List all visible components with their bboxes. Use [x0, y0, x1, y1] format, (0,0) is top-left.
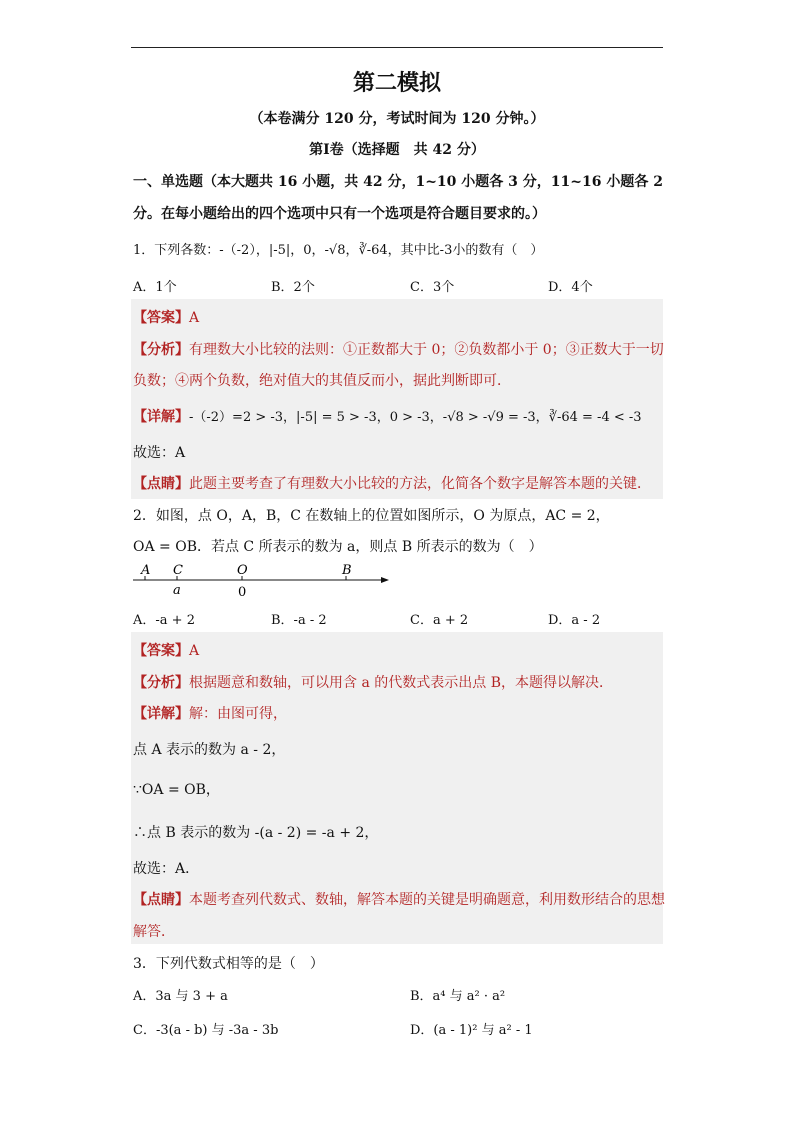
- q2-detail-line-1: [133, 703, 287, 723]
- header-rule: [131, 47, 663, 48]
- q3-option-b: B．a⁴ 与 a² · a²: [410, 989, 506, 1004]
- section-heading: 第Ⅰ卷（选择题 共 42 分）: [309, 142, 485, 158]
- q1-solution-box: [131, 299, 663, 499]
- axis-arrow-icon: [381, 577, 389, 583]
- value-label-zero: 0: [238, 585, 247, 600]
- q2-option-c: C．a + 2: [410, 613, 469, 628]
- q1-answer-value: A: [189, 310, 200, 326]
- instructions-line-1: 一、单选题（本大题共 16 小题，共 42 分，1~10 小题各 3 分，11~16 小题各 2: [133, 174, 663, 190]
- instructions-line-2: 分。在每小题给出的四个选项中只有一个选项是符合题目要求的。）: [133, 206, 546, 222]
- q1-detail: [133, 406, 642, 426]
- q1-detail-text: -（-2）=2 > -3，|-5| = 5 > -3，0 > -3，-√8 > -√9 = -3，∛-64 = -4 < -3: [189, 410, 642, 425]
- q2-comment-text-1: 本题考查列代数式、数轴，解答本题的关键是明确题意，利用数形结合的思想: [189, 892, 665, 908]
- q1-option-c: C．3个: [410, 280, 455, 295]
- q1-analysis-line-2: 负数；④两个负数，绝对值大的其值反而小，据此判断即可．: [133, 373, 511, 389]
- q1-answer: [133, 307, 199, 327]
- q2-option-d: D．a - 2: [548, 613, 601, 628]
- q3-option-a: A．3a 与 3 + a: [133, 989, 228, 1004]
- q1-answer-tag: 【答案】: [133, 310, 189, 326]
- q1-analysis-text-1: 有理数大小比较的法则：①正数都大于 0；②负数都小于 0；③正数大于一切: [189, 342, 664, 358]
- q2-comment-line-2: 解答．: [133, 924, 175, 940]
- q1-analysis-tag: 【分析】: [133, 342, 189, 358]
- q2-choice: 故选：A．: [133, 861, 200, 877]
- value-label-a: a: [173, 583, 181, 598]
- q2-analysis: [133, 672, 613, 692]
- q1-comment: [133, 473, 651, 493]
- q2-stem-line-1: 2．如图，点 O，A，B，C 在数轴上的位置如图所示，O 为原点，AC = 2，: [133, 508, 610, 524]
- point-label-b: B: [342, 563, 352, 578]
- q3-option-c: C．-3(a - b) 与 -3a - 3b: [133, 1023, 279, 1038]
- q2-detail-tag: 【详解】: [133, 706, 189, 722]
- q2-detail-line-4: ∴点 B 表示的数为 -(a - 2) = -a + 2，: [133, 825, 379, 841]
- page-title: 第二模拟: [352, 70, 441, 96]
- q2-comment-line-1: [133, 889, 665, 909]
- q1-option-a: A．1个: [133, 280, 177, 295]
- q2-detail-text-1: 解：由图可得，: [189, 706, 287, 722]
- q2-answer-value: A: [189, 643, 200, 659]
- point-label-c: C: [173, 563, 183, 578]
- exam-subtitle: （本卷满分 120 分，考试时间为 120 分钟。）: [249, 111, 545, 127]
- q1-comment-tag: 【点睛】: [133, 476, 189, 492]
- point-label-o: O: [237, 563, 248, 578]
- q1-detail-tag: 【详解】: [133, 409, 189, 425]
- q1-analysis-line-1: [133, 339, 664, 359]
- q2-comment-tag: 【点睛】: [133, 892, 189, 908]
- q2-detail-line-2: 点 A 表示的数为 a - 2，: [133, 742, 286, 758]
- q2-detail-line-3: ∵OA = OB，: [133, 782, 220, 798]
- q3-option-d: D．(a - 1)² 与 a² - 1: [410, 1023, 533, 1038]
- q2-answer-tag: 【答案】: [133, 643, 189, 659]
- point-label-a: A: [141, 563, 151, 578]
- q2-stem-line-2: OA = OB．若点 C 所表示的数为 a，则点 B 所表示的数为（ ）: [133, 539, 543, 555]
- q2-analysis-text: 根据题意和数轴，可以用含 a 的代数式表示出点 B，本题得以解决．: [189, 675, 613, 691]
- q1-option-b: B．2个: [271, 280, 315, 295]
- number-line-figure: [131, 560, 393, 600]
- q1-stem: 1．下列各数：-（-2），|-5|，0，-√8，∛-64，其中比-3小的数有（ ）: [133, 243, 544, 258]
- q2-analysis-tag: 【分析】: [133, 675, 189, 691]
- q2-option-b: B．-a - 2: [271, 613, 327, 628]
- q3-stem: 3．下列代数式相等的是（ ）: [133, 956, 324, 972]
- q2-answer: [133, 640, 199, 660]
- q1-choice: 故选：A: [133, 445, 186, 461]
- q1-comment-text: 此题主要考查了有理数大小比较的方法，化简各个数字是解答本题的关键．: [189, 476, 651, 492]
- q1-option-d: D．4个: [548, 280, 593, 295]
- q2-option-a: A．-a + 2: [133, 613, 195, 628]
